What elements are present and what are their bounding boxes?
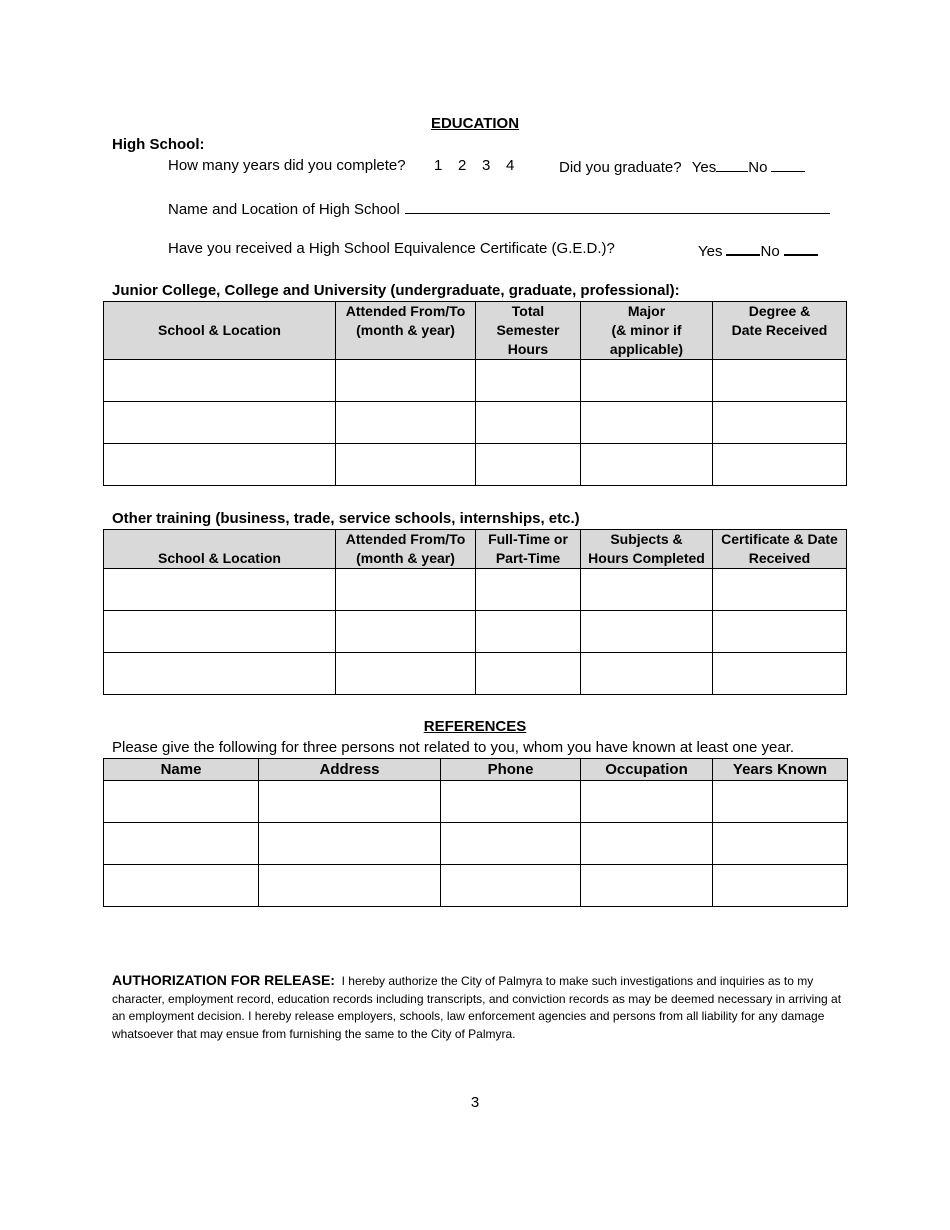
ged-no-label: No: [760, 243, 780, 260]
table-cell[interactable]: [104, 781, 259, 823]
table-cell[interactable]: [713, 569, 847, 611]
hs-name-location-field[interactable]: [405, 199, 830, 214]
references-instructions: Please give the following for three persons not related to you, whom you have known at least one year.: [112, 739, 795, 756]
table-cell[interactable]: [476, 444, 581, 486]
table-cell[interactable]: [476, 360, 581, 402]
column-header: Attended From/To (month & year): [336, 302, 476, 360]
table-cell[interactable]: [476, 402, 581, 444]
ged-yes-blank[interactable]: [726, 240, 760, 256]
graduate-yes-blank[interactable]: [716, 157, 748, 172]
table-cell[interactable]: [259, 823, 441, 865]
column-header: Degree & Date Received: [713, 302, 847, 360]
hs-name-location-group: [168, 199, 830, 219]
years-options: [434, 157, 530, 175]
column-header: Major (& minor if applicable): [581, 302, 713, 360]
column-header: Total Semester Hours: [476, 302, 581, 360]
authorization-text: I hereby authorize the City of Palmyra to make such investigations and inquiries as to my character, employment record, education records including transcripts, and conviction records as may be deemed necessary in arriving at an employment decision. I hereby release employers, schools, law enforcement agencies and persons from all liability for any damage whatsoever that may ensue from furnishing the same to the City of Palmyra.: [112, 974, 842, 1041]
years-option[interactable]: 3: [482, 157, 491, 174]
graduate-no-blank[interactable]: [771, 157, 805, 172]
table-cell[interactable]: [104, 402, 336, 444]
table-cell[interactable]: [259, 865, 441, 907]
graduate-question: Did you graduate?: [559, 159, 682, 176]
graduate-question-group: [559, 157, 805, 177]
table-cell[interactable]: [336, 444, 476, 486]
table-cell[interactable]: [713, 865, 848, 907]
references-title: REFERENCES: [423, 718, 527, 735]
column-header: Address: [259, 759, 441, 781]
references-table: [103, 758, 848, 907]
table-row: [104, 360, 847, 402]
page-number: 3: [470, 1094, 480, 1111]
column-header: Attended From/To (month & year): [336, 530, 476, 569]
table-cell[interactable]: [713, 360, 847, 402]
table-cell[interactable]: [713, 611, 847, 653]
table-cell[interactable]: [581, 444, 713, 486]
table-cell[interactable]: [581, 611, 713, 653]
table-cell[interactable]: [581, 402, 713, 444]
table-cell[interactable]: [104, 865, 259, 907]
table-cell[interactable]: [476, 569, 581, 611]
table-cell[interactable]: [104, 653, 336, 695]
column-header: Years Known: [713, 759, 848, 781]
ged-question: Have you received a High School Equivalence Certificate (G.E.D.)?: [168, 240, 615, 257]
years-completed-question: How many years did you complete?: [168, 157, 406, 174]
table-cell[interactable]: [581, 781, 713, 823]
college-heading: Junior College, College and University (undergraduate, graduate, professional):: [112, 282, 680, 299]
table-cell[interactable]: [713, 781, 848, 823]
table-row: [104, 823, 848, 865]
other-training-table: [103, 529, 847, 695]
table-cell[interactable]: [441, 781, 581, 823]
graduate-yes-label: Yes: [691, 159, 717, 176]
table-cell[interactable]: [104, 823, 259, 865]
table-cell[interactable]: [441, 823, 581, 865]
column-header: Occupation: [581, 759, 713, 781]
column-header: Phone: [441, 759, 581, 781]
table-row: [104, 402, 847, 444]
column-header: Full-Time or Part-Time: [476, 530, 581, 569]
years-option[interactable]: 4: [506, 157, 515, 174]
table-cell[interactable]: [104, 569, 336, 611]
column-header: Subjects & Hours Completed: [581, 530, 713, 569]
table-cell[interactable]: [104, 360, 336, 402]
other-training-heading: Other training (business, trade, service schools, internships, etc.): [112, 510, 580, 527]
table-row: [104, 611, 847, 653]
table-cell[interactable]: [713, 402, 847, 444]
authorization-heading: AUTHORIZATION FOR RELEASE:: [112, 972, 335, 988]
table-row: [104, 444, 847, 486]
column-header: Certificate & Date Received: [713, 530, 847, 569]
table-cell[interactable]: [581, 569, 713, 611]
table-row: [104, 569, 847, 611]
authorization-paragraph: [112, 972, 842, 1043]
table-cell[interactable]: [336, 402, 476, 444]
table-cell[interactable]: [713, 823, 848, 865]
table-cell[interactable]: [259, 781, 441, 823]
table-row: [104, 865, 848, 907]
column-header: Name: [104, 759, 259, 781]
table-cell[interactable]: [336, 569, 476, 611]
column-header: School & Location: [104, 530, 336, 569]
table-cell[interactable]: [476, 611, 581, 653]
table-cell[interactable]: [441, 865, 581, 907]
table-cell[interactable]: [104, 444, 336, 486]
table-row: [104, 653, 847, 695]
graduate-no-label: No: [748, 159, 768, 176]
table-header-row: [104, 302, 847, 360]
table-cell[interactable]: [713, 653, 847, 695]
years-option[interactable]: 2: [458, 157, 467, 174]
table-row: [104, 781, 848, 823]
ged-no-blank[interactable]: [784, 240, 818, 256]
table-cell[interactable]: [336, 360, 476, 402]
table-cell[interactable]: [104, 611, 336, 653]
table-cell[interactable]: [581, 865, 713, 907]
table-cell[interactable]: [581, 653, 713, 695]
table-cell[interactable]: [581, 360, 713, 402]
table-cell[interactable]: [336, 611, 476, 653]
table-cell[interactable]: [713, 444, 847, 486]
table-header-row: [104, 530, 847, 569]
table-cell[interactable]: [581, 823, 713, 865]
high-school-heading: High School:: [112, 136, 205, 153]
years-option[interactable]: 1: [434, 157, 443, 174]
table-cell[interactable]: [336, 653, 476, 695]
column-header: School & Location: [104, 302, 336, 360]
ged-answer-group: [698, 240, 818, 261]
table-header-row: [104, 759, 848, 781]
college-table: [103, 301, 847, 486]
table-cell[interactable]: [476, 653, 581, 695]
ged-yes-label: Yes: [698, 243, 723, 260]
education-title: EDUCATION: [430, 115, 520, 132]
hs-name-location-label: Name and Location of High School: [168, 201, 400, 218]
